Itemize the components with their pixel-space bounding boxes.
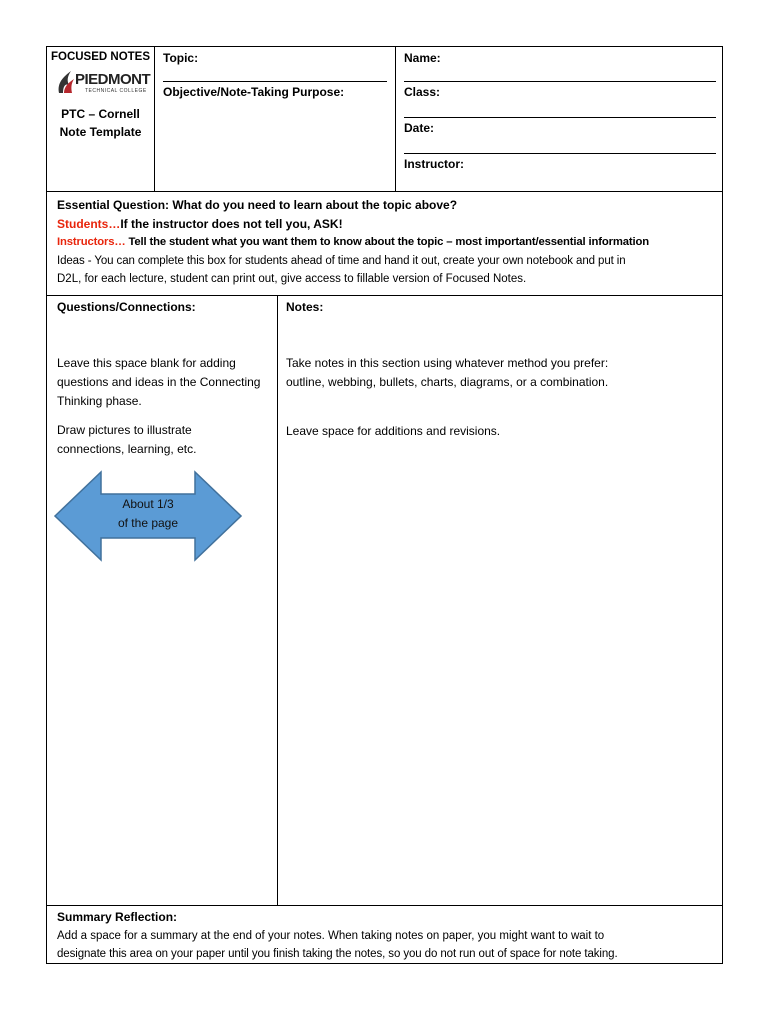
date-label: Date: [404, 121, 435, 135]
header-row [47, 47, 722, 192]
template-title-line2: Note Template [59, 125, 142, 139]
questions-heading: Questions/Connections: [57, 300, 196, 314]
notes-heading: Notes: [286, 300, 324, 314]
questions-para-2 [57, 421, 196, 459]
questions-para-1-line-1: Leave this space blank for adding [57, 356, 236, 370]
arrow-label [54, 495, 242, 533]
topic-cell [155, 47, 396, 191]
logo-subtitle: TECHNICAL COLLEGE [85, 88, 147, 94]
piedmont-logo [55, 69, 151, 99]
notes-column[interactable] [278, 296, 722, 905]
arrow-label-line-2: of the page [117, 516, 179, 530]
instructor-label: Instructor: [404, 157, 464, 171]
questions-para-1-line-2: questions and ideas in the Connecting [57, 375, 261, 389]
name-fill-line[interactable] [404, 81, 716, 82]
essential-question: Essential Question: What do you need to learn about the topic above? [57, 198, 458, 212]
questions-para-2-line-2: connections, learning, etc. [57, 442, 197, 456]
questions-para-1 [57, 354, 260, 411]
template-title-line1: PTC – Cornell [61, 107, 140, 121]
class-fill-line[interactable] [404, 117, 716, 118]
focused-notes-label: FOCUSED NOTES [50, 51, 151, 63]
logo-cell [47, 47, 155, 191]
questions-para-2-line-1: Draw pictures to illustrate [57, 423, 192, 437]
notes-para-1-line-2: outline, webbing, bullets, charts, diagrams, or a combination. [286, 375, 609, 389]
instructors-line [57, 233, 722, 252]
notes-para-1-line-1: Take notes in this section using whatever method you prefer: [286, 356, 609, 370]
arrow-label-line-1: About 1/3 [122, 497, 174, 511]
summary-line-1: Add a space for a summary at the end of your notes. When taking notes on paper, you might want to wait to [57, 929, 605, 942]
objective-label: Objective/Note-Taking Purpose: [163, 85, 345, 99]
summary-line-2: designate this area on your paper until you finish taking the notes, so you do not run out of space for note taking. [57, 948, 618, 960]
topic-label: Topic: [163, 51, 199, 65]
topic-fill-line[interactable] [163, 81, 387, 82]
student-info-cell [396, 47, 722, 191]
cornell-note-template [46, 46, 723, 964]
students-prefix: Students… [57, 216, 121, 231]
double-arrow [54, 470, 242, 562]
summary-heading: Summary Reflection: [57, 910, 178, 924]
questions-column[interactable] [47, 296, 278, 905]
notes-para-1 [286, 354, 608, 392]
students-line [57, 215, 722, 234]
notes-row [47, 296, 722, 906]
summary-section[interactable] [47, 906, 722, 963]
ideas-line-1: Ideas - You can complete this box for students ahead of time and hand it out, create your own notebook and put in [57, 254, 626, 267]
logo-flame-icon [55, 69, 77, 95]
date-fill-line[interactable] [404, 153, 716, 154]
instructors-prefix: Instructors… [57, 236, 126, 248]
students-text: If the instructor does not tell you, ASK! [120, 216, 343, 231]
instructors-text: Tell the student what you want them to know about the topic – most important/essential information [125, 236, 649, 248]
name-label: Name: [404, 51, 441, 65]
ideas-line-2: D2L, for each lecture, student can print out, give access to fillable version of Focused Notes. [57, 273, 527, 285]
questions-para-1-line-3: Thinking phase. [57, 394, 142, 408]
essential-question-section [47, 192, 722, 296]
class-label: Class: [404, 85, 441, 99]
logo-word: PIEDMONT [75, 71, 151, 88]
notes-para-2: Leave space for additions and revisions. [286, 424, 501, 438]
